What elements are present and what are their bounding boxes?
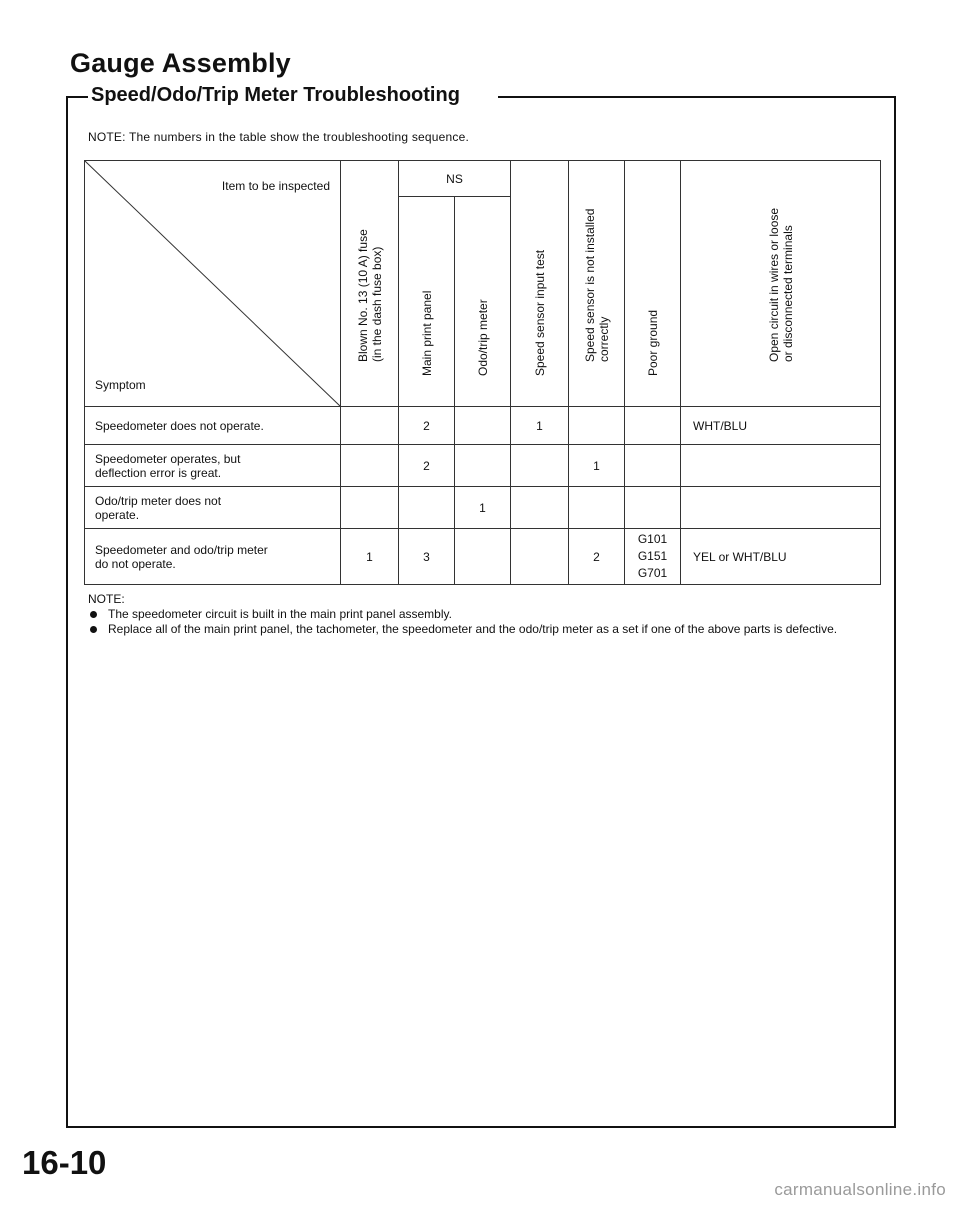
sequence-cell: 2 [399, 407, 455, 445]
page-number: 16-10 [22, 1144, 107, 1181]
corner-header-cell [85, 161, 341, 407]
frame-corner [66, 96, 88, 98]
sequence-cell [569, 487, 625, 529]
wire-color-cell [681, 487, 881, 529]
table-row [85, 407, 881, 445]
column-header-main-print-panel [399, 197, 455, 407]
column-header-sensor-install-label: Speed sensor is not installed correctly [582, 208, 611, 362]
bottom-note-list [88, 607, 878, 637]
symptom-cell: Speedometer operates, but deflection error is great. [85, 445, 341, 487]
column-header-main-print-panel-label: Main print panel [419, 290, 434, 376]
table-row [85, 445, 881, 487]
column-header-poor-ground-label: Poor ground [645, 309, 660, 376]
sequence-cell [399, 487, 455, 529]
symptom-cell: Speedometer does not operate. [85, 407, 341, 445]
sequence-cell [569, 407, 625, 445]
table-row [85, 529, 881, 585]
sequence-cell [455, 445, 511, 487]
sequence-cell [455, 407, 511, 445]
column-header-open-circuit-label: Open circuit in wires or loose or disconnected terminals [766, 207, 795, 362]
ground-cell [625, 445, 681, 487]
symptom-label: Symptom [95, 378, 146, 392]
sequence-cell [341, 445, 399, 487]
sequence-cell: 3 [399, 529, 455, 585]
ns-group-header: NS [399, 161, 511, 197]
column-header-speed-sensor-test [511, 161, 569, 407]
column-header-sensor-install [569, 161, 625, 407]
wire-color-cell: YEL or WHT/BLU [681, 529, 881, 585]
bullet-icon [90, 611, 97, 618]
ground-cell [625, 407, 681, 445]
watermark: carmanualsonline.info [774, 1180, 946, 1199]
sequence-cell [341, 407, 399, 445]
sequence-cell [511, 487, 569, 529]
ground-cell: G101 G151 G701 [625, 529, 681, 585]
bottom-note [88, 592, 878, 637]
column-header-odo-trip-meter-label: Odo/trip meter [475, 299, 490, 376]
column-header-fuse [341, 161, 399, 407]
frame-top-rule [498, 96, 894, 98]
sequence-note: NOTE: The numbers in the table show the troubleshooting sequence. [88, 130, 469, 144]
bottom-note-heading: NOTE: [88, 592, 125, 606]
symptom-cell: Odo/trip meter does not operate. [85, 487, 341, 529]
sequence-cell: 1 [511, 407, 569, 445]
wire-color-cell [681, 445, 881, 487]
table-row [85, 487, 881, 529]
sequence-cell [511, 445, 569, 487]
symptom-cell: Speedometer and odo/trip meter do not operate. [85, 529, 341, 585]
sequence-cell: 2 [569, 529, 625, 585]
item-to-be-inspected-label: Item to be inspected [221, 179, 330, 193]
column-header-poor-ground [625, 161, 681, 407]
bullet-icon [90, 626, 97, 633]
note-item-text: The speedometer circuit is built in the main print panel assembly. [108, 607, 452, 621]
list-item [88, 607, 878, 622]
sequence-cell: 1 [455, 487, 511, 529]
section-title: Speed/Odo/Trip Meter Troubleshooting [88, 84, 464, 107]
wire-color-cell: WHT/BLU [681, 407, 881, 445]
column-header-odo-trip-meter [455, 197, 511, 407]
column-header-open-circuit [681, 161, 881, 407]
sequence-cell: 2 [399, 445, 455, 487]
column-header-fuse-label: Blown No. 13 (10 A) fuse (in the dash fuse box) [355, 229, 384, 362]
list-item [88, 622, 878, 637]
note-item-text: Replace all of the main print panel, the tachometer, the speedometer and the odo/trip meter as a set if one of the above parts is defective. [108, 622, 838, 636]
diagonal-divider [85, 161, 341, 407]
sequence-cell: 1 [569, 445, 625, 487]
column-header-speed-sensor-test-label: Speed sensor input test [532, 249, 547, 376]
sequence-cell [341, 487, 399, 529]
sequence-cell [455, 529, 511, 585]
troubleshooting-table [84, 160, 880, 580]
sequence-cell: 1 [341, 529, 399, 585]
ground-cell [625, 487, 681, 529]
sequence-cell [511, 529, 569, 585]
page-title: Gauge Assembly [70, 48, 291, 78]
